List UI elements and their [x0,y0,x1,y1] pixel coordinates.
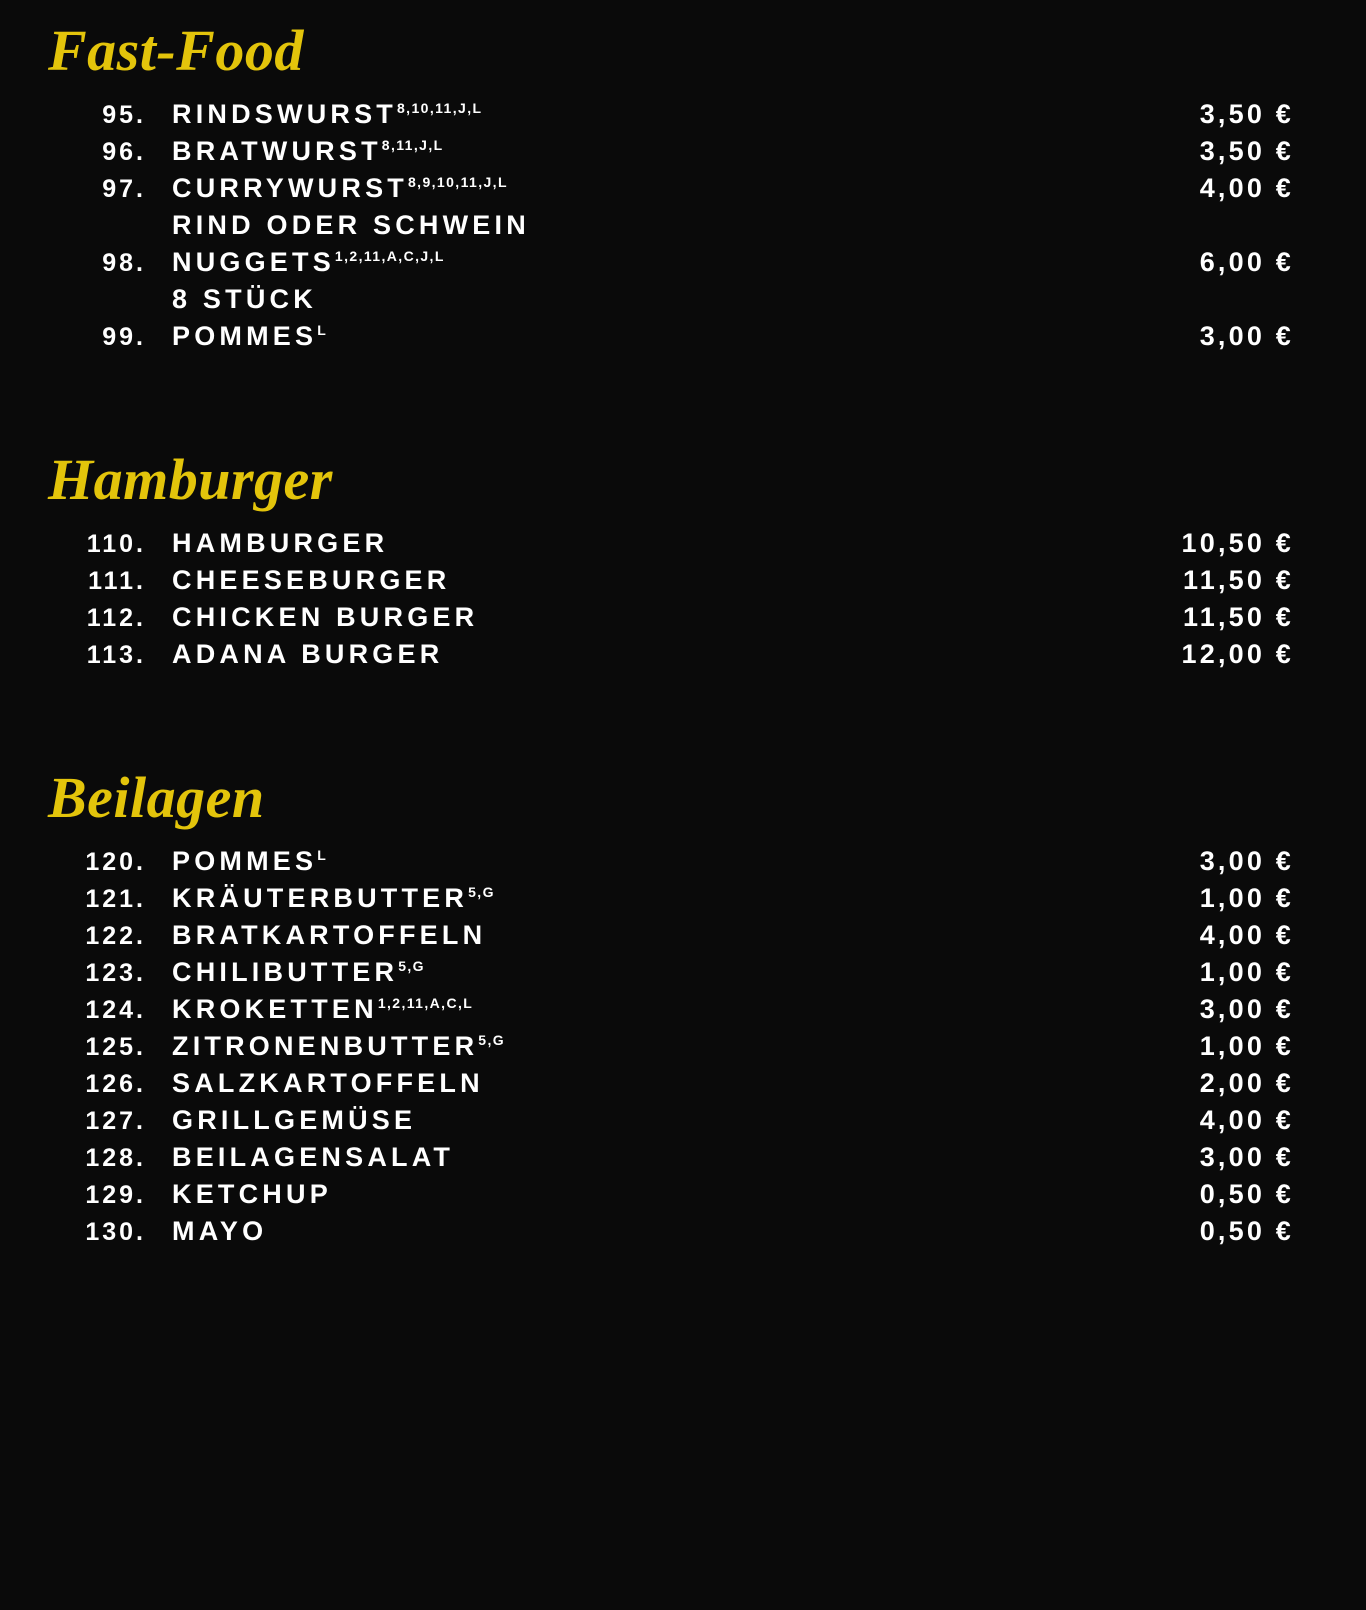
menu-item-row [44,96,1294,133]
menu-item-name [150,247,1200,278]
menu-item-name [150,883,1200,914]
menu-section [44,0,1294,355]
menu-item-price: 4,00 € [1199,1105,1294,1135]
menu-item-price: 0,50 € [1199,1179,1294,1209]
menu-item-price: 3,50 € [1199,99,1294,129]
section-spacer [44,673,1294,747]
menu-item-number: 128. [85,1144,146,1172]
menu-item-allergens: 8,10,11,J,L [397,100,483,116]
menu-item-allergens: 8,11,J,L [381,137,444,153]
menu-item-allergens: 1,2,11,A,C,L [377,995,474,1011]
menu-item-name-text: GRILLGEMÜSE [172,1105,417,1135]
menu-item-name [150,528,1182,559]
section-title: Fast-Food [48,18,304,83]
menu-item-name [150,602,1183,633]
menu-item-name [150,1142,1200,1173]
menu-item-row [44,843,1294,880]
menu-item-name [150,321,1200,352]
menu-item-allergens: L [317,847,328,863]
menu-item-row [44,1213,1294,1250]
menu-item-number: 111. [88,567,146,595]
menu-item-number: 96. [102,138,146,166]
menu-section [44,429,1294,673]
menu-item-name-text: BRATKARTOFFELN [172,920,487,950]
section-title: Hamburger [48,447,333,512]
menu-item-name-text: NUGGETS [172,247,335,277]
menu-item-name [150,99,1200,130]
menu-item-price: 3,50 € [1199,136,1294,166]
menu-item-price: 1,00 € [1199,1031,1294,1061]
menu-item-price: 1,00 € [1199,883,1294,913]
menu-item-price: 6,00 € [1199,247,1294,277]
menu-item-row [44,525,1294,562]
menu-item-name [150,136,1200,167]
menu-item-allergens: 1,2,11,A,C,J,L [334,248,445,264]
menu-item-number: 97. [102,175,146,203]
menu-item-price: 3,00 € [1199,1142,1294,1172]
menu-item-row [44,954,1294,991]
menu-item-price: 12,00 € [1181,639,1294,669]
menu-item-name-text: HAMBURGER [172,528,389,558]
menu-item-number: 123. [85,959,146,987]
menu-item-price: 3,00 € [1199,994,1294,1024]
menu-item-name-text: CHILIBUTTER [172,957,399,987]
menu-item-list [44,843,1294,1250]
menu-item-number: 125. [85,1033,146,1061]
menu-item-row [44,562,1294,599]
menu-item-number: 124. [85,996,146,1024]
menu-item-allergens: 5,G [478,1032,506,1048]
menu-item-price: 10,50 € [1181,528,1294,558]
menu-item-name [150,173,1200,204]
menu-item-subrow [44,207,1294,244]
menu-item-name-text: CHICKEN BURGER [172,602,479,632]
menu-item-row [44,1065,1294,1102]
menu-item-name [150,1216,1200,1247]
menu-item-allergens: 5,G [398,958,425,974]
menu-item-row [44,318,1294,355]
menu-item-name-text: KRÄUTERBUTTER [172,883,469,913]
menu-item-allergens: 8,9,10,11,J,L [407,174,508,190]
menu-item-name-text: KROKETTEN [172,994,378,1024]
menu-item-row [44,170,1294,207]
menu-section [44,747,1294,1250]
menu-item-name [150,1068,1200,1099]
section-spacer [44,355,1294,429]
menu-item-name-text: CHEESEBURGER [172,565,451,595]
menu-item-name [150,1179,1200,1210]
menu-item-number: 99. [102,323,146,351]
menu-item-price: 1,00 € [1199,957,1294,987]
menu-item-row [44,599,1294,636]
menu-item-name [150,1105,1200,1136]
menu-item-row [44,880,1294,917]
menu-item-row [44,917,1294,954]
menu-item-name-text: BRATWURST [172,136,382,166]
menu-item-allergens: 5,G [468,884,495,900]
menu-item-number: 98. [102,249,146,277]
menu-item-number: 129. [85,1181,146,1209]
menu-item-name [150,846,1200,877]
menu-item-name [150,920,1200,951]
section-title: Beilagen [48,765,265,830]
menu-item-name-text: ZITRONENBUTTER [172,1031,479,1061]
menu-item-price: 11,50 € [1183,602,1294,632]
menu-item-row [44,991,1294,1028]
menu-item-price: 2,00 € [1199,1068,1294,1098]
menu-item-number: 113. [86,641,146,669]
menu-item-description: 8 STÜCK [172,284,317,314]
menu-item-row [44,244,1294,281]
menu-item-list [44,96,1294,355]
menu-item-price: 11,50 € [1183,565,1294,595]
menu-item-number: 126. [85,1070,146,1098]
menu-item-name [150,994,1200,1025]
menu-item-name [150,639,1182,670]
menu-item-number: 130. [85,1218,146,1246]
menu-item-row [44,1176,1294,1213]
menu-item-row [44,1102,1294,1139]
menu-item-number: 122. [85,922,146,950]
menu-item-price: 3,00 € [1199,321,1294,351]
menu-item-number: 120. [85,848,146,876]
menu-item-name-text: POMMES [172,846,318,876]
menu-item-name [150,1031,1200,1062]
menu-item-description: RIND ODER SCHWEIN [172,210,530,240]
menu-item-list [44,525,1294,673]
menu-item-number: 112. [86,604,146,632]
menu-item-price: 3,00 € [1199,846,1294,876]
menu-item-name [150,565,1183,596]
menu-item-row [44,636,1294,673]
menu-item-name-text: SALZKARTOFFELN [172,1068,484,1098]
menu-item-price: 4,00 € [1199,173,1294,203]
menu-item-name-text: POMMES [172,321,318,351]
menu-item-name-text: CURRYWURST [172,173,408,203]
menu-item-subrow [44,281,1294,318]
menu-item-allergens: L [317,322,328,338]
menu-item-row [44,133,1294,170]
menu-item-row [44,1139,1294,1176]
menu-item-name [150,957,1200,988]
menu-item-price: 0,50 € [1199,1216,1294,1246]
menu-item-name-text: BEILAGENSALAT [172,1142,455,1172]
menu-item-name-text: KETCHUP [172,1179,332,1209]
menu-item-number: 121. [85,885,146,913]
menu-item-price: 4,00 € [1199,920,1294,950]
menu-item-name-text: ADANA BURGER [172,639,444,669]
menu-item-number: 110. [86,530,146,558]
menu-item-number: 127. [85,1107,146,1135]
menu-item-name-text: RINDSWURST [172,99,397,129]
menu-item-row [44,1028,1294,1065]
menu-item-name-text: MAYO [172,1216,268,1246]
menu-item-number: 95. [102,101,146,129]
